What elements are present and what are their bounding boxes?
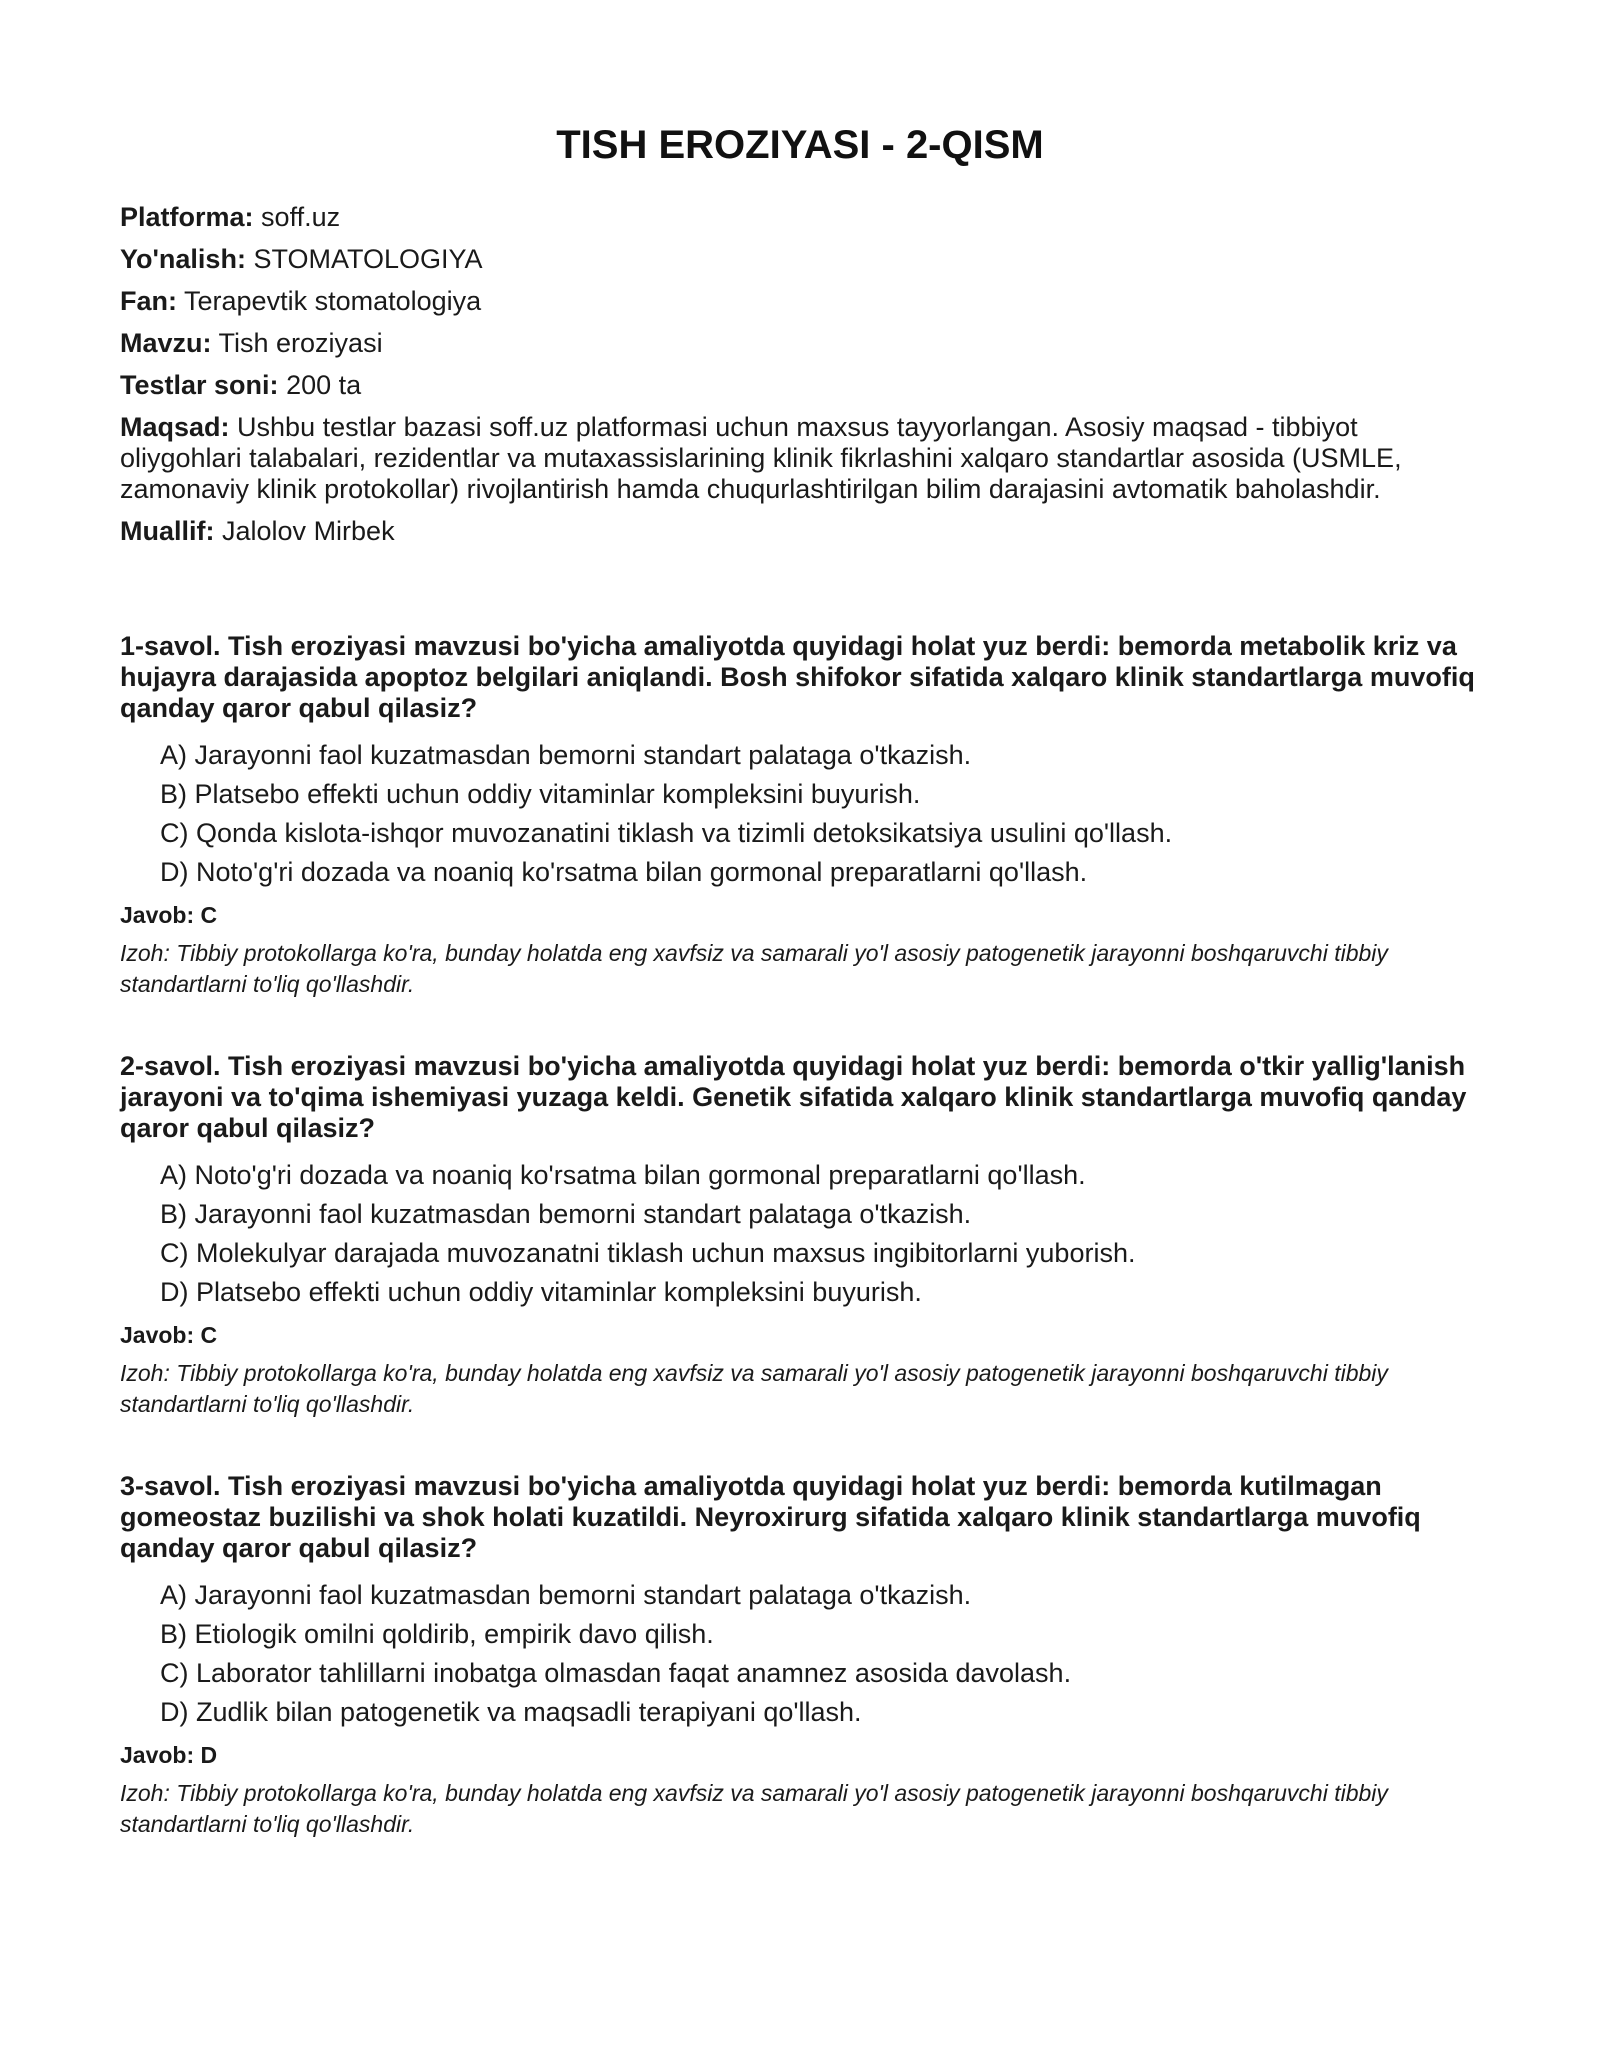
answer-option: C) Qonda kislota-ishqor muvozanatini tiklash va tizimli detoksikatsiya usulini qo'llash. [160,818,1173,848]
explanation: Izoh: Tibbiy protokollarga ko'ra, bunday holatda eng xavfsiz va samarali yo'l asosiy patogenetik jarayonni boshqaruvchi tibbiy standartlarni to'liq qo'llashdir. [120,940,1388,997]
answer-option: C) Laborator tahlillarni inobatga olmasdan faqat anamnez asosida davolash. [160,1658,1072,1688]
meta-value: Tish eroziyasi [218,328,383,358]
meta-label: Maqsad: [120,412,230,442]
meta-label: Fan: [120,286,177,316]
meta-topic [120,328,1480,359]
meta-label: Mavzu: [120,328,212,358]
answer-option: D) Noto'g'ri dozada va noaniq ko'rsatma bilan gormonal preparatlarni qo'llash. [160,857,1088,887]
meta-value: STOMATOLOGIYA [253,244,483,274]
explanation: Izoh: Tibbiy protokollarga ko'ra, bunday holatda eng xavfsiz va samarali yo'l asosiy patogenetik jarayonni boshqaruvchi tibbiy standartlarni to'liq qo'llashdir. [120,1360,1388,1417]
meta-label: Platforma: [120,202,254,232]
meta-value: Terapevtik stomatologiya [184,286,482,316]
meta-value: Jalolov Mirbek [222,516,395,546]
answer-option: B) Jarayonni faol kuzatmasdan bemorni standart palataga o'tkazish. [160,1199,972,1229]
correct-answer: Javob: D [120,1742,218,1768]
explanation: Izoh: Tibbiy protokollarga ko'ra, bunday holatda eng xavfsiz va samarali yo'l asosiy patogenetik jarayonni boshqaruvchi tibbiy standartlarni to'liq qo'llashdir. [120,1780,1388,1837]
meta-value: soff.uz [261,202,341,232]
question-text: 2-savol. Tish eroziyasi mavzusi bo'yicha amaliyotda quyidagi holat yuz berdi: bemorda o'tkir yallig'lanish jarayoni va to'qima ishemiyasi yuzaga keldi. Genetik sifatida xalqaro klinik standartlarga muvofiq qanday qaror qabul qilasiz? [120,1051,1467,1143]
answer-option: C) Molekulyar darajada muvozanatni tiklash uchun maxsus ingibitorlarni yuborish. [160,1238,1136,1268]
meta-platform [120,202,1480,233]
meta-direction [120,244,1480,275]
meta-label: Yo'nalish: [120,244,246,274]
question-text: 1-savol. Tish eroziyasi mavzusi bo'yicha amaliyotda quyidagi holat yuz berdi: bemorda metabolik kriz va hujayra darajasida apoptoz belgilari aniqlandi. Bosh shifokor sifatida xalqaro klinik standartlarga muvofiq qanday qaror qabul qilasiz? [120,631,1475,723]
meta-test-count [120,370,1480,401]
question-block [120,1051,1480,1420]
meta-label: Testlar soni: [120,370,279,400]
answer-option: B) Platsebo effekti uchun oddiy vitaminlar kompleksini buyurish. [160,779,921,809]
page-title: TISH EROZIYASI - 2-QISM [556,123,1044,167]
correct-answer: Javob: C [120,1322,218,1348]
meta-author [120,516,1480,547]
question-text: 3-savol. Tish eroziyasi mavzusi bo'yicha amaliyotda quyidagi holat yuz berdi: bemorda kutilmagan gomeostaz buzilishi va shok holati kuzatildi. Neyroxirurg sifatida xalqaro klinik standartlarga muvofiq qanday qaror qabul qilasiz? [120,1471,1421,1563]
answer-option: D) Platsebo effekti uchun oddiy vitaminlar kompleksini buyurish. [160,1277,922,1307]
question-block [120,631,1480,1000]
correct-answer: Javob: C [120,902,218,928]
answer-option: A) Jarayonni faol kuzatmasdan bemorni standart palataga o'tkazish. [160,740,972,770]
meta-purpose [120,412,1480,505]
answer-option: D) Zudlik bilan patogenetik va maqsadli terapiyani qo'llash. [160,1697,862,1727]
meta-value: 200 ta [286,370,362,400]
meta-label: Muallif: [120,516,215,546]
answer-option: A) Noto'g'ri dozada va noaniq ko'rsatma bilan gormonal preparatlarni qo'llash. [160,1160,1086,1190]
answer-option: B) Etiologik omilni qoldirib, empirik davo qilish. [160,1619,714,1649]
meta-section [120,202,1480,547]
meta-value: Ushbu testlar bazasi soff.uz platformasi uchun maxsus tayyorlangan. Asosiy maqsad - tibbiyot oliygohlari talabalari, rezidentlar va mutaxassislarining klinik fikrlashini xalqaro standartlar asosida (USMLE, zamonaviy klinik protokollar) rivojlantirish hamda chuqurlashtirilgan bilim darajasini avtomatik baholashdir. [120,412,1402,504]
meta-subject [120,286,1480,317]
answer-option: A) Jarayonni faol kuzatmasdan bemorni standart palataga o'tkazish. [160,1580,972,1610]
question-block [120,1471,1480,1840]
